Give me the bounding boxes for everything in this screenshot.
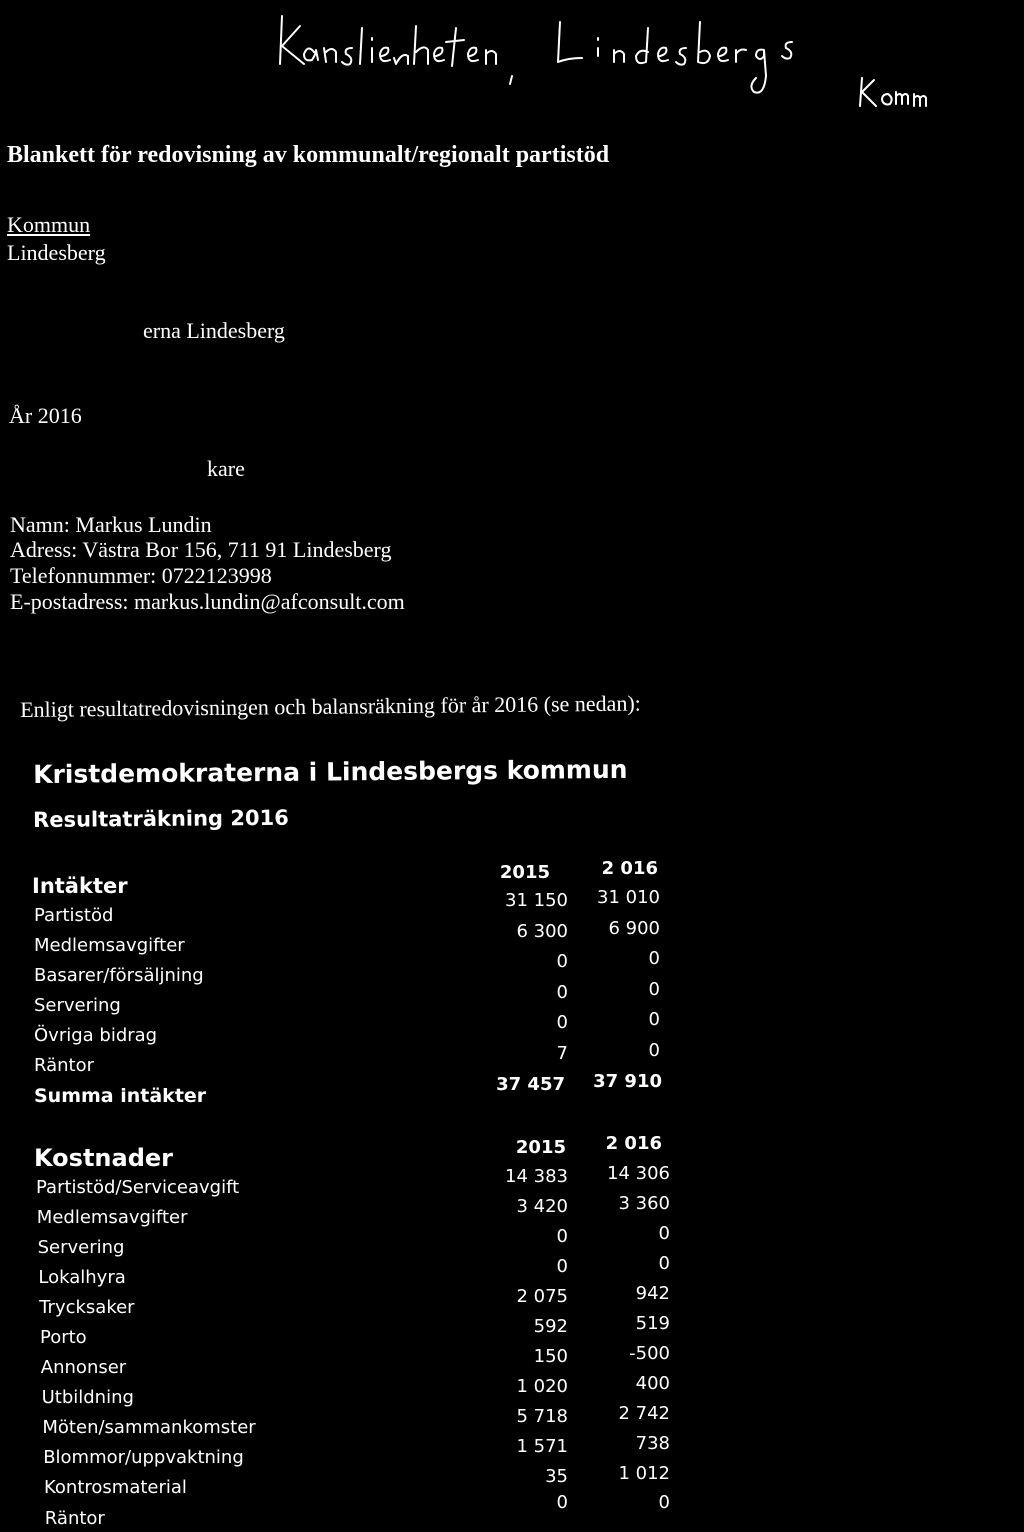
cost-row-2015: 35: [545, 1466, 568, 1487]
contact-phone: Telefonnummer: 0722123998: [10, 563, 272, 588]
income-row-2015: 7: [556, 1042, 568, 1064]
income-row-2016: 0: [648, 948, 660, 969]
income-row-2015: 0: [556, 1012, 568, 1033]
income-row-2015: 0: [556, 951, 568, 972]
cost-row-2015: 1 571: [516, 1436, 568, 1457]
cost-row-2015: 0: [556, 1226, 568, 1247]
income-row-label: Räntor: [34, 1055, 95, 1076]
cost-row-label: Utbildning: [41, 1387, 134, 1408]
report-title: Kristdemokraterna i Lindesbergs kommun: [33, 754, 628, 789]
income-col-2016: 2 016: [601, 858, 658, 879]
role-fragment: kare: [207, 456, 245, 481]
cost-row-2016: 14 306: [607, 1163, 670, 1184]
cost-row-label: Servering: [37, 1237, 125, 1258]
cost-row-2016: 3 360: [618, 1193, 670, 1214]
cost-row-2016: -500: [629, 1343, 670, 1364]
cost-row-2015: 592: [533, 1316, 568, 1337]
cost-row-label: Annonser: [40, 1357, 127, 1378]
report-subtitle: Resultaträkning 2016: [33, 805, 289, 832]
income-row-2016: 6 900: [608, 917, 660, 939]
income-row-2016: 0: [648, 978, 660, 1000]
cost-row-label: Partistöd/Serviceavgift: [36, 1177, 240, 1198]
contact-name: Namn: Markus Lundin: [10, 512, 212, 537]
cost-row-2016: 738: [635, 1433, 670, 1454]
cost-row-2015: 14 383: [505, 1166, 568, 1187]
income-row-2016: 0: [648, 1009, 660, 1030]
income-row-label: Servering: [34, 995, 121, 1016]
cost-row-2015: 3 420: [516, 1196, 568, 1217]
kommun-value: Lindesberg: [7, 240, 106, 265]
costs-col-2016: 2 016: [605, 1133, 662, 1154]
cost-row-2015: 0: [556, 1256, 568, 1277]
cost-row-2015: 5 718: [516, 1406, 568, 1427]
kommun-label: Kommun: [7, 212, 91, 237]
income-row-label: Basarer/försäljning: [34, 965, 204, 986]
income-row-label: Övriga bidrag: [34, 1025, 158, 1046]
income-row-label: Medlemsavgifter: [34, 935, 185, 956]
cost-row-2016: 0: [658, 1223, 670, 1244]
cost-row-label: Blommor/uppvaktning: [43, 1447, 244, 1468]
party-name-fragment: erna Lindesberg: [143, 318, 285, 343]
statement-text: Enligt resultatredovisningen och balansräkning för år 2016 (se nedan):: [20, 690, 641, 722]
income-sum-2015: 37 457: [496, 1074, 565, 1095]
year-line: År 2016: [9, 403, 82, 428]
cost-row-label: Räntor: [44, 1508, 105, 1529]
cost-row-2015: 0: [556, 1492, 568, 1513]
cost-row-2016: 942: [635, 1283, 670, 1304]
income-heading: Intäkter: [32, 874, 128, 898]
costs-heading: Kostnader: [34, 1144, 173, 1172]
contact-email: E-postadress: markus.lundin@afconsult.com: [10, 589, 405, 614]
contact-address: Adress: Västra Bor 156, 711 91 Lindesberg: [10, 537, 392, 562]
handwritten-note: [270, 8, 930, 123]
cost-row-label: Lokalhyra: [38, 1267, 126, 1288]
income-row-2015: 0: [556, 981, 568, 1003]
income-row-2016: 0: [648, 1039, 660, 1061]
income-row-2015: 31 150: [505, 890, 568, 911]
cost-row-2016: 519: [635, 1313, 670, 1334]
cost-row-2016: 1 012: [618, 1463, 670, 1484]
income-sum-label: Summa intäkter: [34, 1085, 207, 1107]
income-sum-2016: 37 910: [593, 1071, 662, 1092]
income-row-2015: 6 300: [516, 920, 568, 942]
cost-row-label: Medlemsavgifter: [36, 1207, 188, 1228]
cost-row-2015: 2 075: [516, 1286, 568, 1307]
costs-col-2015: 2015: [515, 1137, 566, 1158]
cost-row-2016: 0: [658, 1253, 670, 1274]
cost-row-label: Trycksaker: [39, 1297, 135, 1318]
form-title: Blankett för redovisning av kommunalt/regionalt partistöd: [7, 142, 610, 168]
cost-row-2016: 2 742: [618, 1403, 670, 1424]
cost-row-label: Porto: [40, 1327, 87, 1348]
cost-row-2016: 0: [658, 1492, 670, 1513]
cost-row-2016: 400: [635, 1373, 670, 1394]
income-row-2016: 31 010: [597, 887, 660, 908]
cost-row-2015: 150: [533, 1346, 568, 1367]
cost-row-2015: 1 020: [516, 1376, 568, 1397]
cost-row-label: Möten/sammankomster: [42, 1417, 256, 1438]
cost-row-label: Kontrosmaterial: [44, 1477, 187, 1498]
income-col-2015: 2015: [499, 862, 550, 883]
income-row-label: Partistöd: [34, 905, 114, 926]
